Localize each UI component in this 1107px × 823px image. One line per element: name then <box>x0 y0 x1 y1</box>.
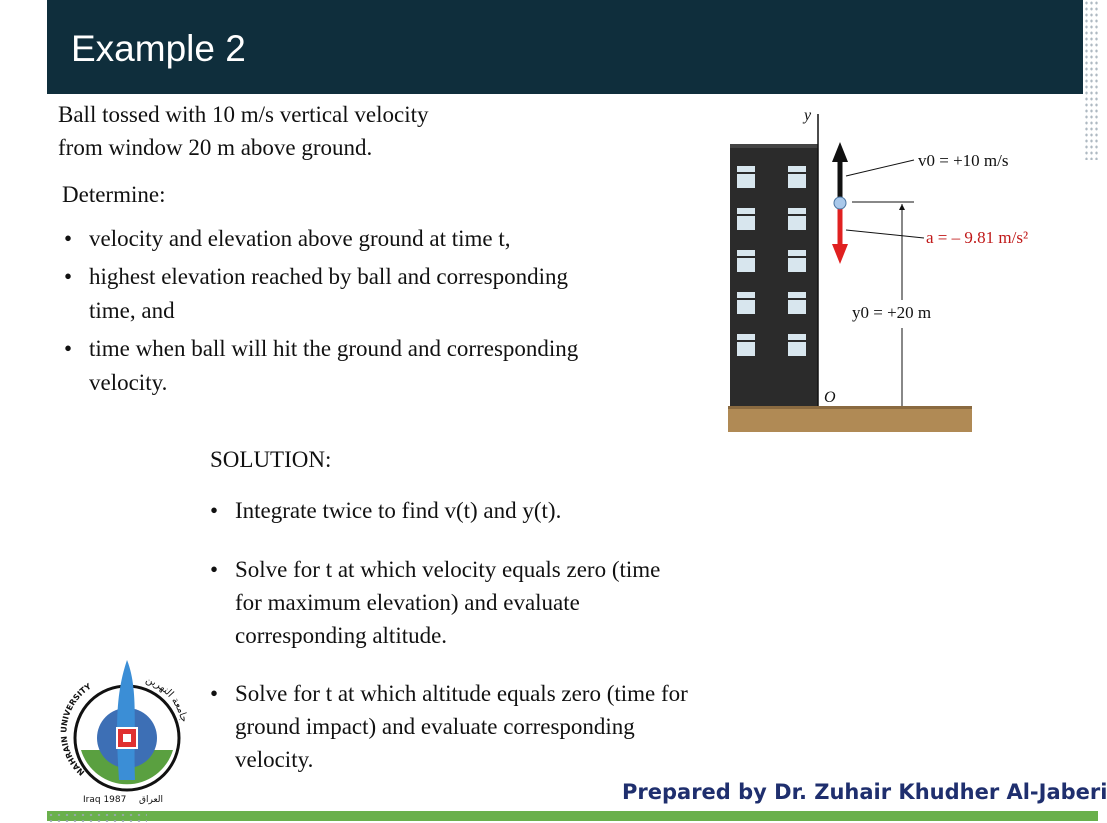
problem-line-2: from window 20 m above ground. <box>58 135 373 160</box>
title-bar <box>47 0 1083 94</box>
determine-item: • highest elevation reached by ball and corresponding time, and <box>62 260 602 328</box>
ball-diagram <box>728 100 1029 440</box>
determine-item: • velocity and elevation above ground at time t, <box>62 222 602 256</box>
y0-label: y0 = +20 m <box>852 303 932 322</box>
solution-item: • Solve for t at which altitude equals zero (time for ground impact) and evaluate corresponding velocity. <box>210 677 690 776</box>
origin-label: O <box>824 389 836 406</box>
ball <box>834 197 846 209</box>
determine-item: • time when ball will hit the ground and corresponding velocity. <box>62 332 602 400</box>
decorative-dots-bottom <box>47 812 147 822</box>
footer-bar <box>47 811 1098 821</box>
y-axis-label: y <box>804 107 812 124</box>
solution-label: SOLUTION: <box>210 447 332 472</box>
problem-line-1: Ball tossed with 10 m/s vertical velocity <box>58 102 429 127</box>
logo-bottom-right: العراق <box>139 795 164 805</box>
determine-list <box>62 222 602 404</box>
solution-list <box>210 494 690 776</box>
solution-item: • Solve for t at which velocity equals zero (time for maximum elevation) and evaluate corresponding altitude. <box>210 553 690 652</box>
v0-label: v0 = +10 m/s <box>918 151 1009 170</box>
decorative-dots <box>1084 0 1098 160</box>
determine-label: Determine: <box>62 182 166 207</box>
university-logo <box>47 650 207 810</box>
problem-statement <box>58 98 538 164</box>
acceleration-label: a = – 9.81 m/s² <box>926 228 1029 247</box>
logo-bottom-left: Iraq 1987 <box>83 795 127 805</box>
solution-item: • Integrate twice to find v(t) and y(t). <box>210 494 690 527</box>
ground <box>728 406 972 432</box>
footer-credit: Prepared by Dr. Zuhair Khudher Al-Jaberi <box>622 780 1107 804</box>
slide-title: Example 2 <box>71 28 246 69</box>
velocity-arrow <box>832 142 848 162</box>
logo-text-en: NAHRAIN UNIVERSITY <box>59 681 93 778</box>
logo-text-ar: جامعة النهرين <box>143 674 190 724</box>
acceleration-arrow <box>832 244 848 264</box>
